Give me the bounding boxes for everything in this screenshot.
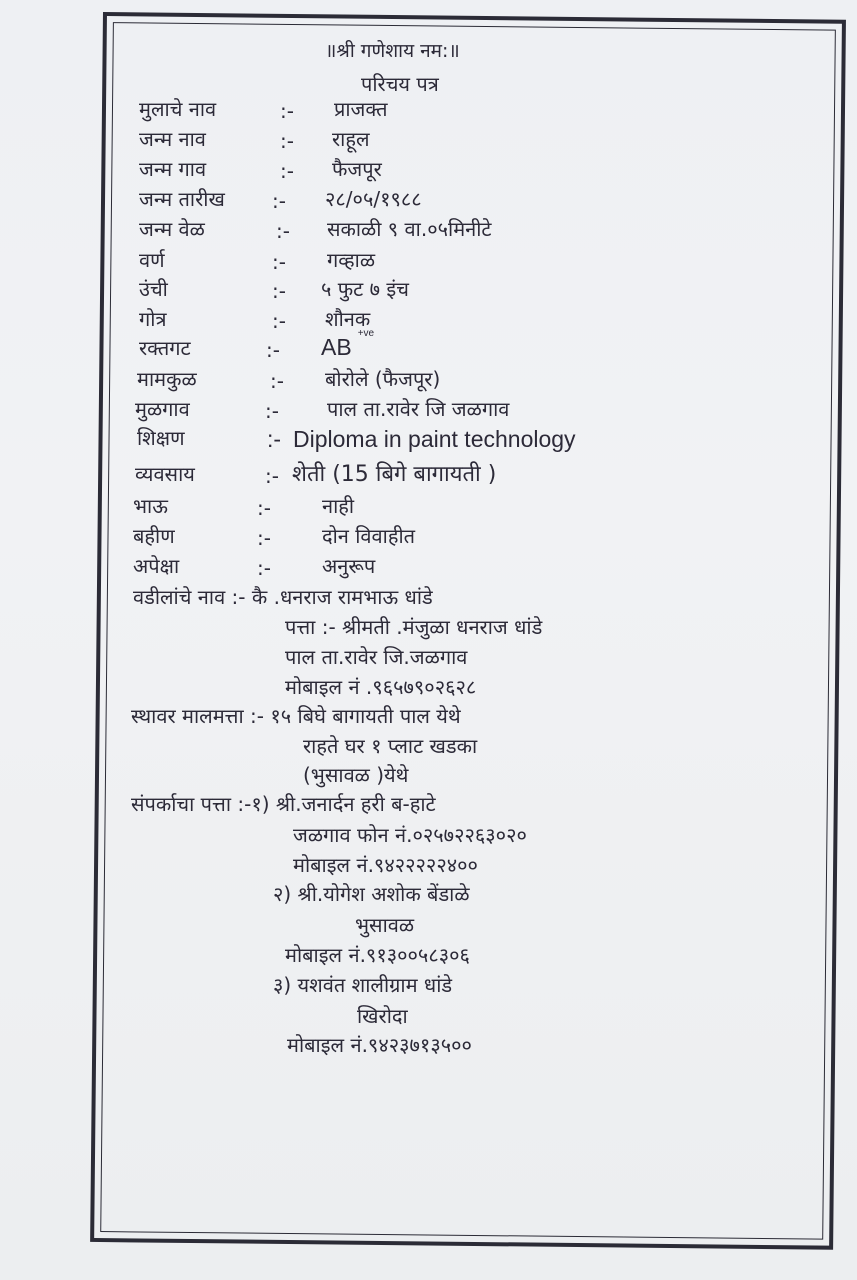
blood-group-rh: +ve: [357, 328, 375, 340]
father-mobile-line: मोबाइल नं .९६५७९०२६२८: [285, 675, 477, 699]
contact-line-4: २) श्री.योगेश अशोक बेंडाळे: [273, 882, 470, 906]
label-expectation: अपेक्षा: [133, 554, 180, 578]
father-address-line: पत्ता :- श्रीमती .मंजुळा धनराज धांडे: [285, 615, 543, 639]
father-village-line: पाल ता.रावेर जि.जळगाव: [285, 645, 468, 669]
value-gotra: शौनक: [325, 307, 371, 331]
label-height: उंची: [139, 277, 168, 301]
separator: :-: [265, 399, 279, 423]
label-birth-place: जन्म गाव: [139, 157, 207, 181]
label-maternal-family: मामकुळ: [137, 367, 197, 391]
separator: :-: [276, 219, 290, 243]
separator: :-: [272, 189, 286, 213]
label-sister: बहीण: [133, 524, 175, 548]
value-birth-date: २८/०५/१९८८: [325, 187, 422, 211]
value-boy-name: प्राजक्त: [334, 97, 388, 121]
value-brother: नाही: [322, 494, 355, 518]
blood-group-text: AB: [321, 334, 352, 360]
value-complexion: गव्हाळ: [327, 248, 376, 272]
property-line-1: स्थावर मालमत्ता :- १५ बिघे बागायती पाल येथे: [131, 704, 461, 728]
value-sister: दोन विवाहीत: [322, 524, 416, 548]
label-boy-name: मुलाचे नाव: [139, 97, 217, 121]
separator: :-: [270, 369, 284, 393]
contact-line-5: भुसावळ: [355, 913, 415, 937]
label-gotra: गोत्र: [139, 307, 167, 331]
value-birth-name: राहूल: [332, 127, 370, 151]
value-birth-time: सकाळी ९ वा.०५मिनीटे: [327, 217, 492, 241]
separator: :-: [257, 496, 271, 520]
contact-line-6: मोबाइल नं.९१३००५८३०६: [285, 943, 470, 967]
label-education: शिक्षण: [137, 426, 185, 450]
value-native-place: पाल ता.रावेर जि जळगाव: [327, 397, 510, 421]
separator: :-: [272, 279, 286, 303]
value-height: ५ फुट ७ इंच: [321, 277, 409, 301]
label-occupation: व्यवसाय: [135, 462, 195, 486]
invocation-heading: ॥श्री गणेशाय नम:॥: [325, 40, 460, 62]
value-occupation: शेती (15 बिगे बागायती ): [292, 462, 497, 487]
value-blood-group: [321, 328, 375, 360]
value-expectation: अनुरूप: [322, 554, 376, 578]
label-brother: भाऊ: [133, 494, 168, 518]
separator: :-: [280, 129, 294, 153]
contact-line-8: खिरोदा: [357, 1004, 408, 1028]
separator: :-: [272, 309, 286, 333]
contact-line-2: जळगाव फोन नं.०२५७२२६३०२०: [293, 823, 527, 847]
document-title: परिचय पत्र: [361, 72, 439, 96]
label-birth-date: जन्म तारीख: [139, 187, 225, 211]
label-birth-time: जन्म वेळ: [139, 217, 205, 241]
separator: :-: [257, 556, 271, 580]
label-native-place: मुळगाव: [135, 397, 190, 421]
label-birth-name: जन्म नाव: [139, 127, 206, 151]
value-maternal-family: बोरोले (फैजपूर): [325, 367, 441, 391]
label-blood-group: रक्तगट: [139, 336, 191, 360]
separator: :-: [265, 464, 279, 488]
separator: :-: [266, 338, 280, 362]
separator: :-: [280, 99, 294, 123]
separator: :-: [272, 250, 286, 274]
father-name-line: वडीलांचे नाव :- कै .धनराज रामभाऊ धांडे: [133, 585, 433, 609]
contact-line-3: मोबाइल नं.९४२२२२२४००: [293, 853, 478, 877]
contact-line-7: ३) यशवंत शालीग्राम धांडे: [273, 973, 453, 997]
separator: :-: [267, 426, 282, 452]
property-line-3: (भुसावळ )येथे: [303, 763, 409, 787]
label-complexion: वर्ण: [139, 248, 165, 272]
separator: :-: [280, 159, 294, 183]
value-birth-place: फैजपूर: [332, 157, 382, 181]
value-education: Diploma in paint technology: [293, 426, 576, 452]
contact-line-1: संपर्काचा पत्ता :-१) श्री.जनार्दन हरी ब-हाटे: [131, 792, 436, 816]
property-line-2: राहते घर १ प्लाट खडका: [303, 734, 478, 758]
contact-line-9: मोबाइल नं.९४२३७१३५००: [287, 1033, 472, 1057]
separator: :-: [257, 526, 271, 550]
